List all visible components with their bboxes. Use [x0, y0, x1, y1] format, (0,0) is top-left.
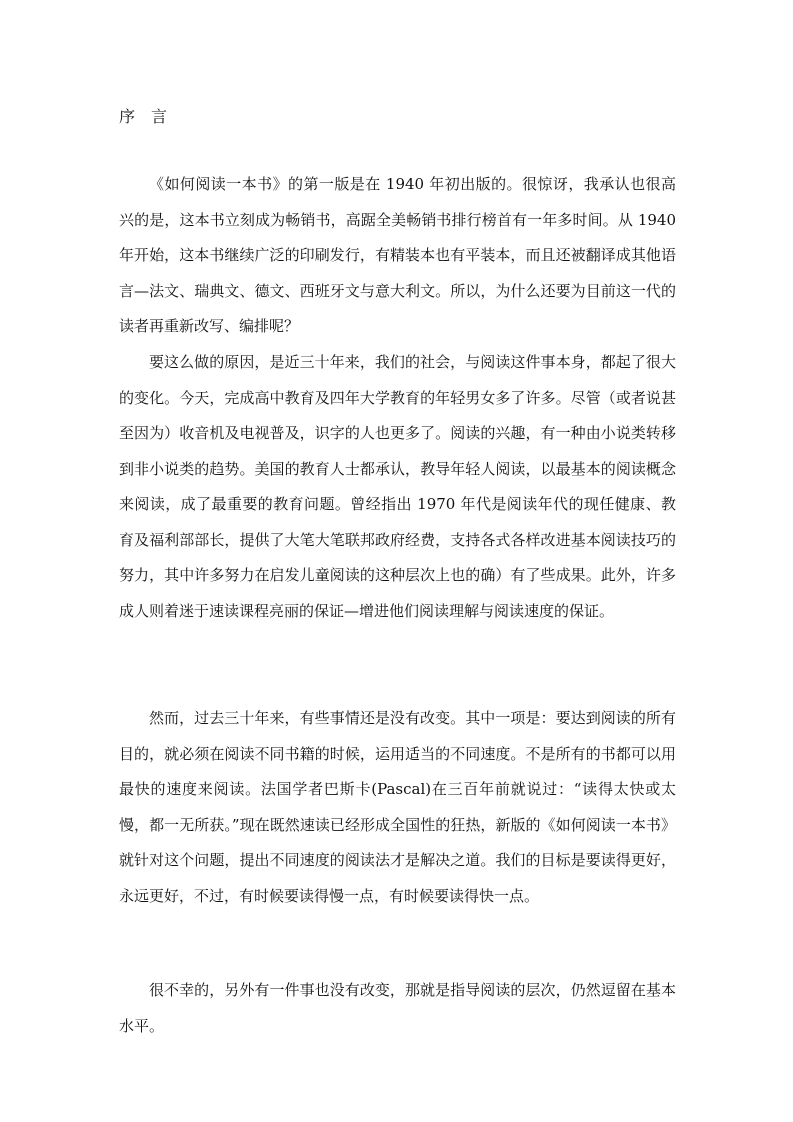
paragraph-4: 很不幸的，另外有一件事也没有改变，那就是指导阅读的层次，仍然逗留在基本水平。	[119, 981, 676, 1035]
section-title: 序 言	[119, 107, 168, 126]
paragraph-3: 然而，过去三十年来，有些事情还是没有改变。其中一项是：要达到阅读的所有目的，就必须在阅读不同书籍的时候，运用适当的不同速度。不是所有的书都可以用最快的速度来阅读。法国学者巴斯卡(Pascal)在三百年前就说过：“读得太快或太慢，都一无所获。”现在既然速读已经形成全国性的狂热，新版的《如何阅读一本书》就针对这个问题，提出不同速度的阅读法才是解决之道。我们的目标是要读得更好，永远更好，不过，有时候要读得慢一点，有时候要读得快一点。	[119, 709, 676, 905]
paragraph-2: 要这么做的原因，是近三十年来，我们的社会，与阅读这件事本身，都起了很大的变化。今天，完成高中教育及四年大学教育的年轻男女多了许多。尽管（或者说甚至因为）收音机及电视普及，识字的人也更多了。阅读的兴趣，有一种由小说类转移到非小说类的趋势。美国的教育人士都承认，教导年轻人阅读，以最基本的阅读概念来阅读，成了最重要的教育问题。曾经指出 1970 年代是阅读年代的现任健康、教育及福利部部长，提供了大笔大笔联邦政府经费，支持各式各样改进基本阅读技巧的努力，其中许多努力在启发儿童阅读的这种层次上也的确）有了些成果。此外，许多成人则着迷于速读课程亮丽的保证—增进他们阅读理解与阅读速度的保证。	[119, 353, 676, 620]
paragraph-1: 《如何阅读一本书》的第一版是在 1940 年初出版的。很惊讶，我承认也很高兴的是，这本书立刻成为畅销书，高踞全美畅销书排行榜首有一年多时间。从 1940 年开始，这本书继续广泛的印刷发行，有精装本也有平装本，而且还被翻译成其他语言—法文、瑞典文、德文、西班牙文与意大利文。所以，为什么还要为目前这一代的读者再重新改写、编排呢？	[119, 175, 676, 335]
